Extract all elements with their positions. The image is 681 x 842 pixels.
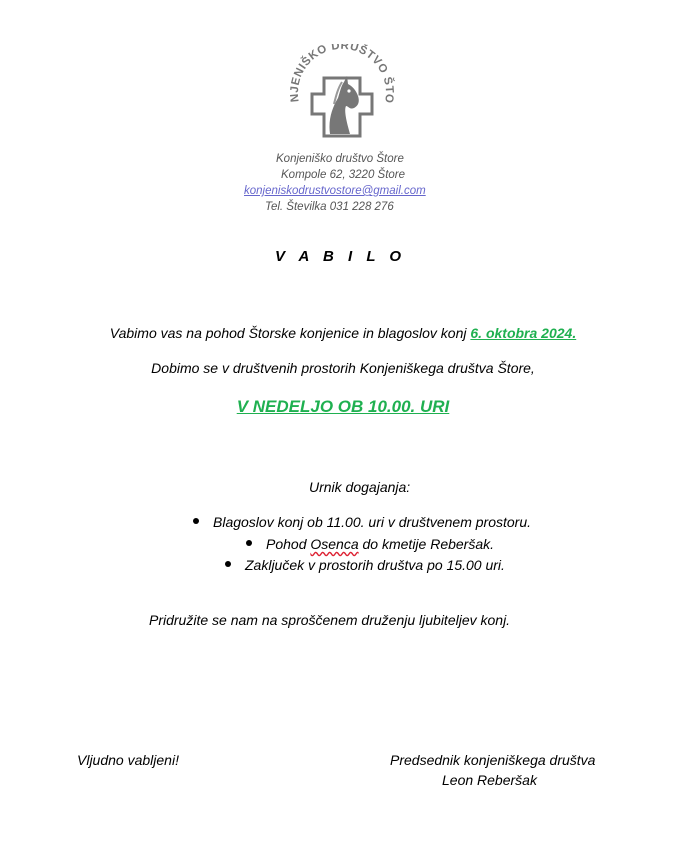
bullet-icon bbox=[225, 561, 231, 567]
invite-line-1-text: Vabimo vas na pohod Štorske konjenice in blagoslov konj bbox=[109, 325, 471, 341]
contact-email-link[interactable]: konjeniskodrustvostore@gmail.com bbox=[244, 185, 426, 197]
bullet-icon bbox=[193, 518, 199, 524]
spellcheck-word: Osenca bbox=[310, 536, 359, 552]
schedule-item-text: Zaključek v prostorih društva po 15.00 uri. bbox=[245, 557, 505, 573]
schedule-heading: Urnik dogajanja: bbox=[309, 479, 411, 495]
schedule-item-text-post: do kmetije Reberšak. bbox=[358, 536, 495, 552]
schedule-item bbox=[246, 536, 494, 552]
schedule-item-text: Blagoslov konj ob 11.00. uri v društvenem prostoru. bbox=[213, 514, 532, 530]
document-title: V A B I L O bbox=[274, 248, 407, 265]
schedule-item-text-pre: Pohod bbox=[266, 536, 311, 552]
schedule-item bbox=[225, 557, 505, 573]
event-date: 6. oktobra 2024. bbox=[470, 325, 577, 341]
schedule-item bbox=[193, 514, 531, 530]
event-time-text: V NEDELJO OB 10.00. URI bbox=[236, 397, 450, 416]
horse-head-icon bbox=[286, 44, 398, 144]
signoff-president-title: Predsednik konjeniškega društva bbox=[390, 752, 596, 768]
club-logo bbox=[286, 44, 398, 144]
contact-phone: Tel. Številka 031 228 276 bbox=[265, 201, 394, 213]
signoff-greeting: Vljudno vabljeni! bbox=[77, 752, 179, 768]
contact-address: Kompole 62, 3220 Štore bbox=[281, 169, 406, 181]
event-time bbox=[0, 397, 681, 417]
invite-line-2: Dobimo se v društvenih prostorih Konjeniškega društva Štore, bbox=[151, 360, 535, 376]
closing-line: Pridružite se nam na sproščenem druženju ljubiteljev konj. bbox=[149, 612, 511, 628]
contact-org: Konjeniško društvo Štore bbox=[276, 153, 404, 165]
bullet-icon bbox=[246, 540, 252, 546]
logo-ring-text: NJENIŠKO DRUŠTVO ŠTO bbox=[288, 44, 396, 105]
invite-line-1 bbox=[0, 325, 681, 341]
signoff-president-name: Leon Reberšak bbox=[442, 772, 537, 788]
